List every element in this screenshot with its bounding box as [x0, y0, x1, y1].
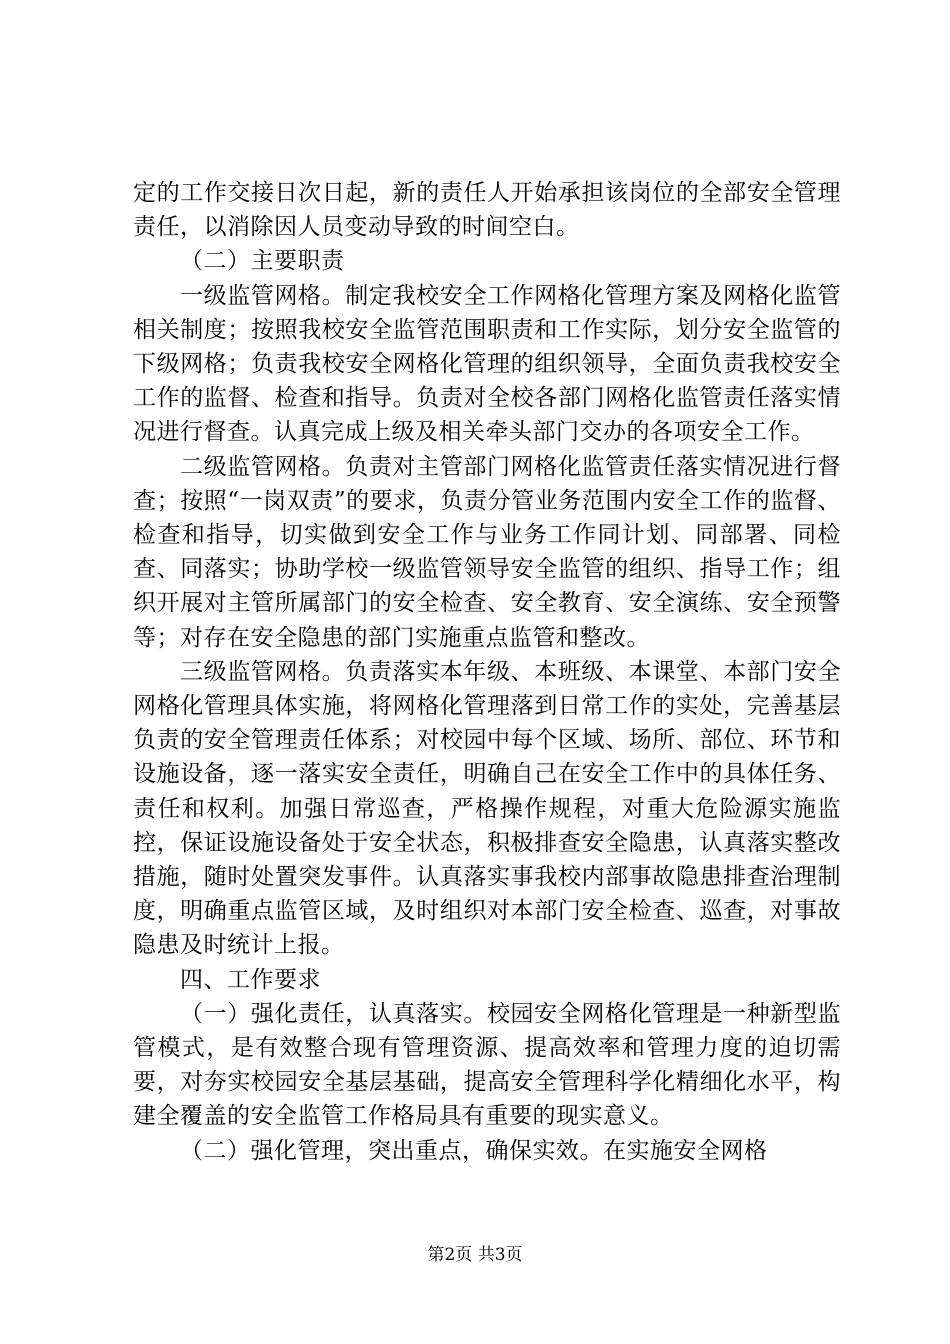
paragraph-level-three-grid: 三级监管网格。负责落实本年级、本班级、本课堂、本部门安全网格化管理具体实施，将网格化管理落到日常工作的实处，完善基层负责的安全管理责任体系；对校园中每个区域、场所、部位、环节和设施设备，逐一落实安全责任，明确自己在安全工作中的具体任务、责任和权利。加强日常巡查，严格操作规程，对重大危险源实施监控，保证设施设备处于安全状态，积极排查安全隐患，认真落实整改措施，随时处置突发事件。认真落实事我校内部事故隐患排查治理制度，明确重点监管区域，及时组织对本部门安全检查、巡查，对事故隐患及时统计上报。 — [133, 658, 841, 959]
section-heading-main-duties: （二）主要职责 — [180, 248, 345, 275]
paragraph-level-one-grid: 一级监管网格。制定我校安全工作网格化管理方案及网格化监管相关制度；按照我校安全监管范围职责和工作实际，划分安全监管的下级网格；负责我校安全网格化管理的组织领导，全面负责我校安全工作的监督、检查和指导。负责对全校各部门网格化监管责任落实情况进行督查。认真完成上级及相关牵头部门交办的各项安全工作。 — [133, 282, 841, 446]
page-number-label: 第2页 共3页 — [427, 1245, 523, 1265]
page-footer — [0, 1244, 950, 1266]
paragraph-continuation: 定的工作交接日次日起，新的责任人开始承担该岗位的全部安全管理责任，以消除因人员变动导致的时间空白。 — [133, 180, 841, 241]
section-heading-work-requirements: 四、工作要求 — [180, 966, 321, 993]
paragraph-requirement-two: （二）强化管理，突出重点，确保实效。在实施安全网格 — [180, 1137, 768, 1164]
document-body — [133, 176, 841, 1168]
paragraph-level-two-grid: 二级监管网格。负责对主管部门网格化监管责任落实情况进行督查；按照“一岗双责”的要求，负责分管业务范围内安全工作的监督、检查和指导，切实做到安全工作与业务工作同计划、同部署、同检查、同落实；协助学校一级监管领导安全监管的组织、指导工作；组织开展对主管所属部门的安全检查、安全教育、安全演练、安全预警等；对存在安全隐患的部门实施重点监管和整改。 — [133, 453, 841, 651]
paragraph-requirement-one: （一）强化责任，认真落实。校园安全网格化管理是一种新型监管模式，是有效整合现有管理资源、提高效率和管理力度的迫切需要，对夯实校园安全基层基础，提高安全管理科学化精细化水平，构建全覆盖的安全监管工作格局具有重要的现实意义。 — [133, 1000, 841, 1130]
